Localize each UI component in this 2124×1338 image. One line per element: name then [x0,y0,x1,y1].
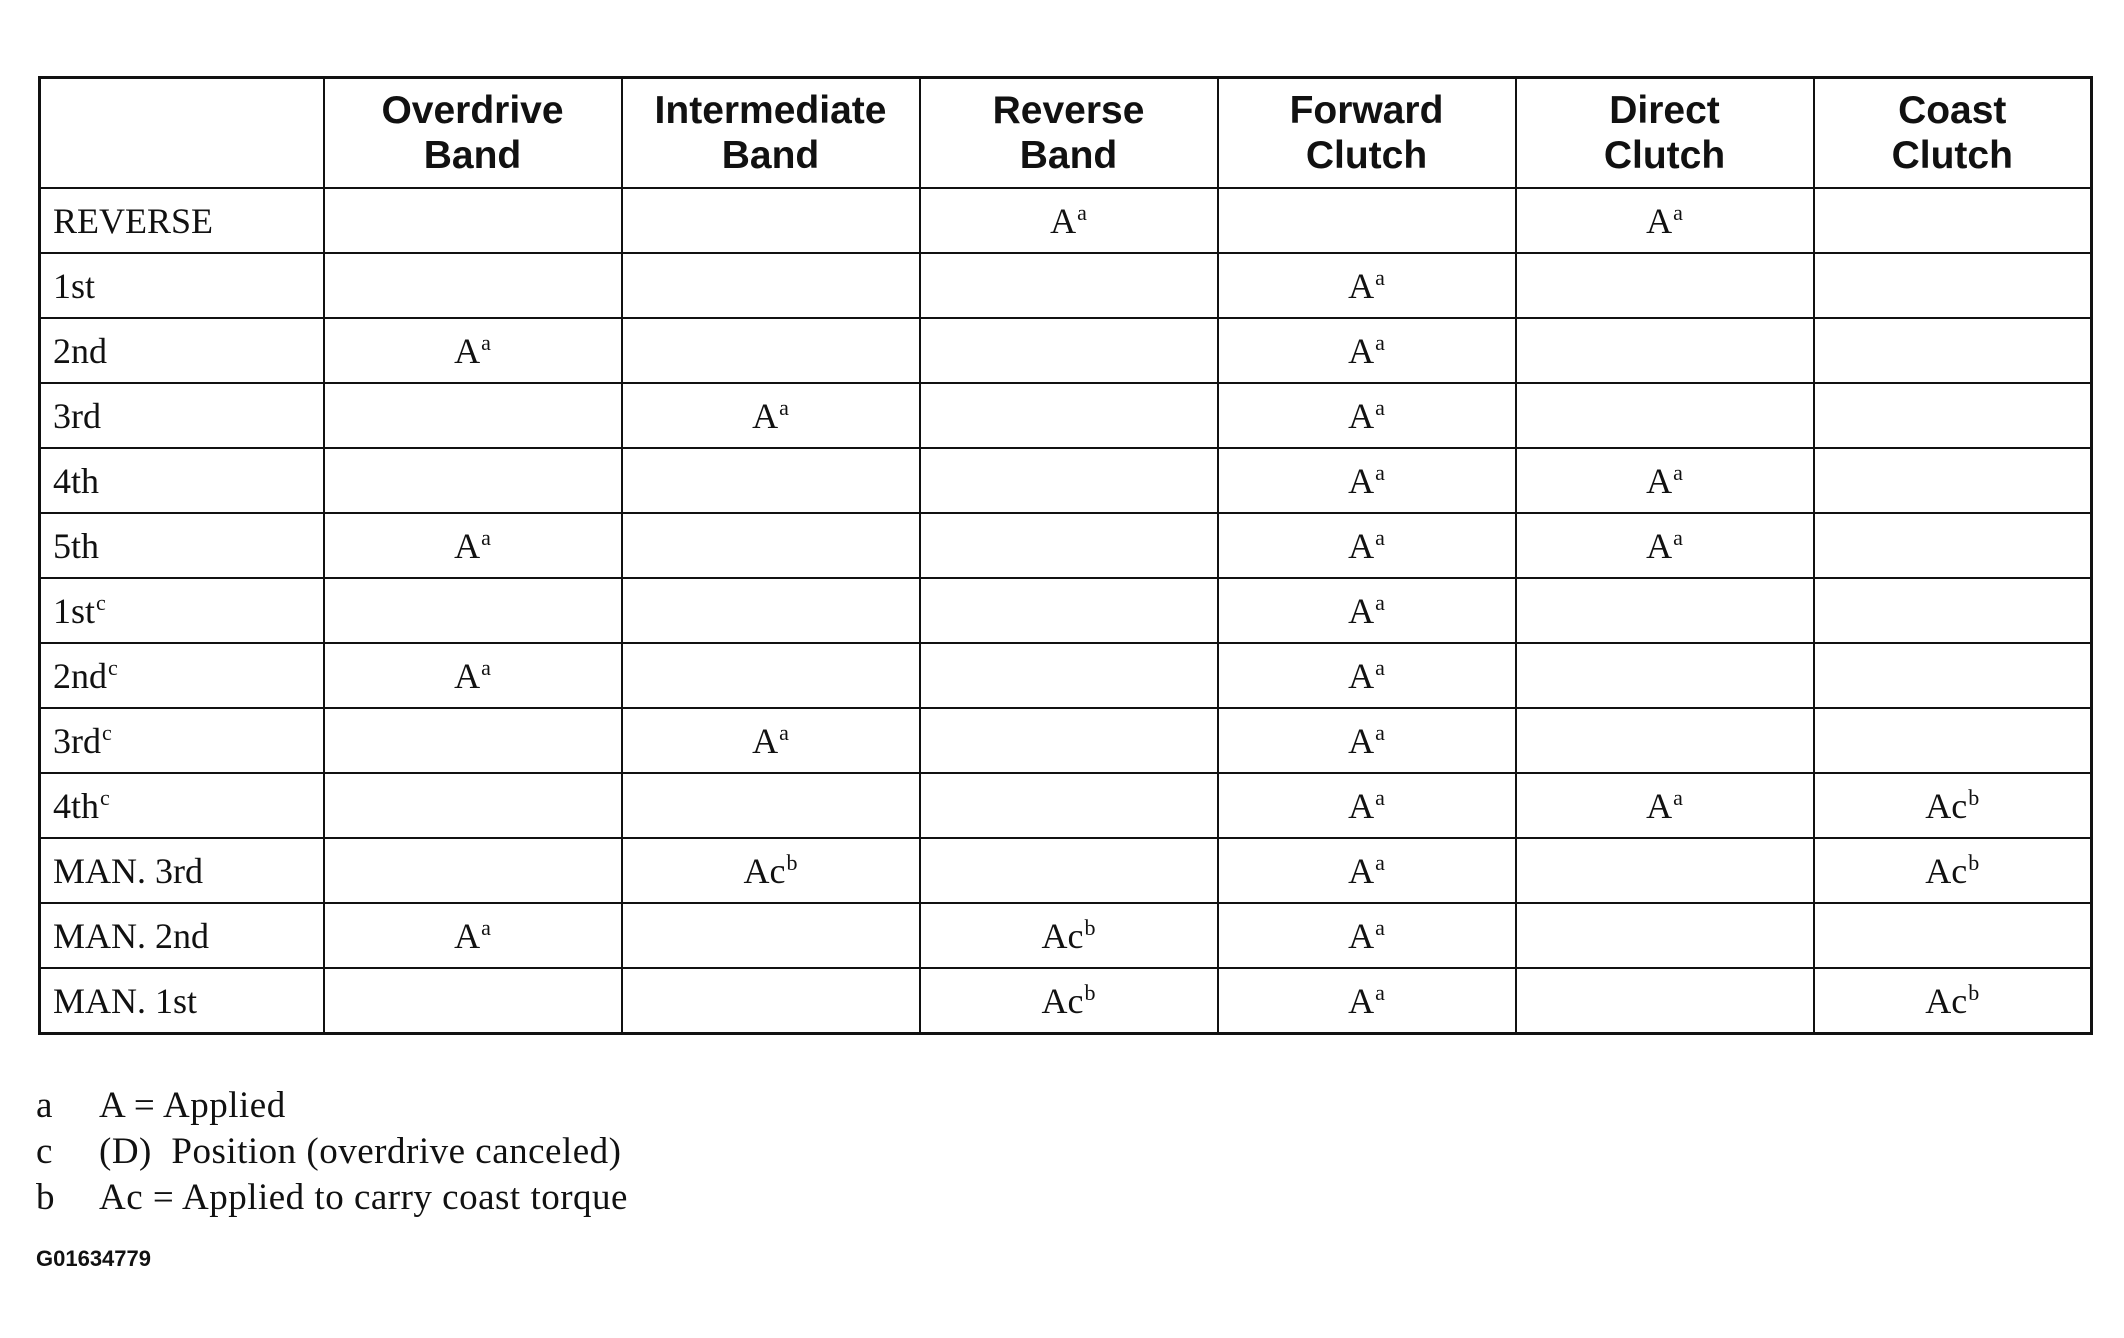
application-code: A [752,395,779,436]
corner-header-cell [40,78,324,189]
application-cell [1218,903,1516,968]
application-cell [920,253,1218,318]
application-cell [324,513,622,578]
application-cell [1814,318,2092,383]
table-row [40,968,2092,1034]
footnote-text: A = Applied [99,1085,286,1126]
footnote-marker: b [1968,784,1980,810]
footnote-marker: b [786,849,798,875]
application-code: A [1348,460,1375,501]
application-code: A [1646,460,1673,501]
table-row [40,383,2092,448]
footnote-marker: a [481,329,491,355]
table-row [40,838,2092,903]
application-cell [1218,968,1516,1034]
column-header [1814,78,2092,189]
gear-cell [40,188,324,253]
application-code: A [1646,200,1673,241]
application-code: A [1348,915,1375,956]
gear-footnote-marker: c [100,784,110,810]
application-code: Ac [1925,980,1968,1021]
column-header-line: Reverse [992,89,1145,132]
application-cell [1516,708,1814,773]
application-cell [1218,578,1516,643]
footnote-text: (D) Position (overdrive canceled) [99,1131,622,1172]
gear-label: 1st [53,590,96,631]
column-header-line: Clutch [1891,134,2013,177]
gear-label: MAN. 3rd [53,850,203,891]
footnote-text: Ac = Applied to carry coast torque [99,1177,628,1218]
footnote-marker: a [481,524,491,550]
application-cell [1218,188,1516,253]
application-code: A [454,915,481,956]
application-cell [1814,643,2092,708]
application-cell [324,188,622,253]
footnote-marker: a [1673,199,1683,225]
application-cell [920,448,1218,513]
application-code: A [1348,850,1375,891]
application-cell [324,838,622,903]
gear-footnote-marker: c [102,719,112,745]
table-row [40,903,2092,968]
application-cell [622,903,920,968]
gear-cell [40,708,324,773]
column-header-line: Intermediate [654,89,887,132]
footnote-marker: a [1375,264,1385,290]
application-cell [920,188,1218,253]
footnote [36,1083,628,1129]
application-cell [622,708,920,773]
application-code: A [1348,265,1375,306]
application-code: A [454,525,481,566]
application-cell [1814,708,2092,773]
column-header-line: Band [1019,134,1118,177]
application-cell [1516,643,1814,708]
application-cell [622,773,920,838]
column-header-line: Forward [1289,89,1444,132]
footnote-marker: a [1375,979,1385,1005]
application-code: Ac [743,850,786,891]
application-code: A [1348,785,1375,826]
table-row [40,708,2092,773]
application-code: A [1050,200,1077,241]
gear-label: 4th [53,785,100,826]
application-code: A [1646,785,1673,826]
application-cell [324,968,622,1034]
table-row [40,448,2092,513]
application-cell [1218,773,1516,838]
footnote-marker: a [779,719,789,745]
application-cell [1516,578,1814,643]
application-code: A [454,655,481,696]
application-cell [1814,513,2092,578]
application-cell [1218,708,1516,773]
gear-footnote-marker: c [96,589,106,615]
column-header [1516,78,1814,189]
application-code: A [1348,590,1375,631]
table-body [40,188,2092,1034]
application-cell [1516,383,1814,448]
application-cell [324,578,622,643]
footnote-key: c [36,1131,53,1172]
footnote-marker: a [481,914,491,940]
gear-cell [40,773,324,838]
application-code: A [752,720,779,761]
column-header [324,78,622,189]
footnote [36,1129,628,1175]
application-code: A [1348,655,1375,696]
table-row [40,513,2092,578]
footnote-marker: b [1968,849,1980,875]
application-code: A [1348,980,1375,1021]
footnote-marker: a [1375,914,1385,940]
application-code: Ac [1925,850,1968,891]
application-cell [324,448,622,513]
application-cell [920,513,1218,578]
column-header [920,78,1218,189]
gear-cell [40,578,324,643]
application-cell [324,318,622,383]
footnote-key: b [36,1177,55,1218]
footnote-marker: b [1084,979,1096,1005]
gear-cell [40,318,324,383]
application-code: Ac [1925,785,1968,826]
footnote-marker: a [1375,784,1385,810]
footnote-marker: a [1375,654,1385,680]
application-cell [920,318,1218,383]
gear-label: 2nd [53,655,107,696]
table-row [40,318,2092,383]
application-cell [920,838,1218,903]
application-cell [1516,773,1814,838]
gear-label: MAN. 1st [53,980,198,1021]
column-header [1218,78,1516,189]
application-cell [920,643,1218,708]
application-cell [920,383,1218,448]
gear-label: 2nd [53,330,107,371]
application-cell [1516,903,1814,968]
gear-cell [40,903,324,968]
gear-cell [40,448,324,513]
footnote-marker: b [1084,914,1096,940]
gear-label: REVERSE [53,200,214,241]
gear-label: MAN. 2nd [53,915,210,956]
application-cell [1814,448,2092,513]
footnote-marker: a [1375,459,1385,485]
application-cell [1218,318,1516,383]
column-header-line: Clutch [1305,134,1428,177]
application-cell [622,513,920,578]
application-cell [1814,773,2092,838]
footnote-marker: a [481,654,491,680]
footnote-marker: a [1375,719,1385,745]
application-cell [920,708,1218,773]
gear-label: 4th [53,460,100,501]
gear-footnote-marker: c [108,654,118,680]
application-cell [622,253,920,318]
gear-label: 5th [53,525,100,566]
table-row [40,578,2092,643]
gear-cell [40,513,324,578]
application-cell [1814,253,2092,318]
application-code: A [1348,330,1375,371]
column-header-line: Overdrive [381,89,564,132]
application-cell [622,448,920,513]
application-cell [1814,968,2092,1034]
application-code: Ac [1041,915,1084,956]
application-cell [324,383,622,448]
application-cell [1516,838,1814,903]
footnote-marker: a [1375,329,1385,355]
application-cell [324,773,622,838]
application-cell [920,578,1218,643]
footnote-marker: b [1968,979,1980,1005]
application-cell [324,903,622,968]
application-cell [1516,448,1814,513]
gear-cell [40,383,324,448]
gear-label: 1st [53,265,96,306]
gear-label: 3rd [53,395,101,436]
footnote-marker: a [1077,199,1087,225]
application-code: Ac [1041,980,1084,1021]
footnote-marker: a [1375,524,1385,550]
application-cell [324,708,622,773]
application-cell [920,968,1218,1034]
footnotes [36,1083,628,1221]
application-cell [1814,188,2092,253]
column-header-line: Band [423,134,522,177]
application-code: A [454,330,481,371]
gear-label: 3rd [53,720,101,761]
application-cell [324,253,622,318]
gear-cell [40,253,324,318]
footnote-marker: a [1375,394,1385,420]
footnote-key: a [36,1085,53,1126]
application-code: A [1348,720,1375,761]
application-cell [1218,643,1516,708]
application-cell [1516,513,1814,578]
footnote-marker: a [1673,459,1683,485]
application-cell [920,903,1218,968]
column-header-line: Direct [1609,89,1720,132]
application-code: A [1646,525,1673,566]
footnote-marker: a [1375,849,1385,875]
application-code: A [1348,395,1375,436]
application-cell [1516,968,1814,1034]
column-header-line: Coast [1898,89,2007,132]
table-row [40,773,2092,838]
application-cell [1218,253,1516,318]
application-cell [1814,383,2092,448]
application-cell [622,968,920,1034]
application-cell [622,578,920,643]
footnote-marker: a [1673,524,1683,550]
footnote-marker: a [779,394,789,420]
clutch-band-application-table [38,76,2093,1035]
application-cell [622,643,920,708]
gear-cell [40,838,324,903]
application-cell [1516,318,1814,383]
gear-cell [40,968,324,1034]
table-row [40,643,2092,708]
footnote-marker: a [1673,784,1683,810]
column-header-line: Band [721,134,820,177]
application-cell [1516,253,1814,318]
application-cell [920,773,1218,838]
column-header-line: Clutch [1603,134,1726,177]
application-cell [1814,838,2092,903]
application-code: A [1348,525,1375,566]
application-cell [1218,513,1516,578]
application-cell [1516,188,1814,253]
table-row [40,253,2092,318]
column-header [622,78,920,189]
application-cell [622,838,920,903]
application-cell [1814,903,2092,968]
application-cell [1814,578,2092,643]
application-cell [1218,383,1516,448]
footnote-marker: a [1375,589,1385,615]
application-cell [1218,838,1516,903]
application-cell [622,188,920,253]
figure-id: G01634779 [36,1246,151,1271]
application-cell [622,318,920,383]
application-cell [1218,448,1516,513]
footnote [36,1175,628,1221]
table-row [40,188,2092,253]
application-cell [622,383,920,448]
application-cell [324,643,622,708]
table-header-row [40,78,2092,189]
gear-cell [40,643,324,708]
